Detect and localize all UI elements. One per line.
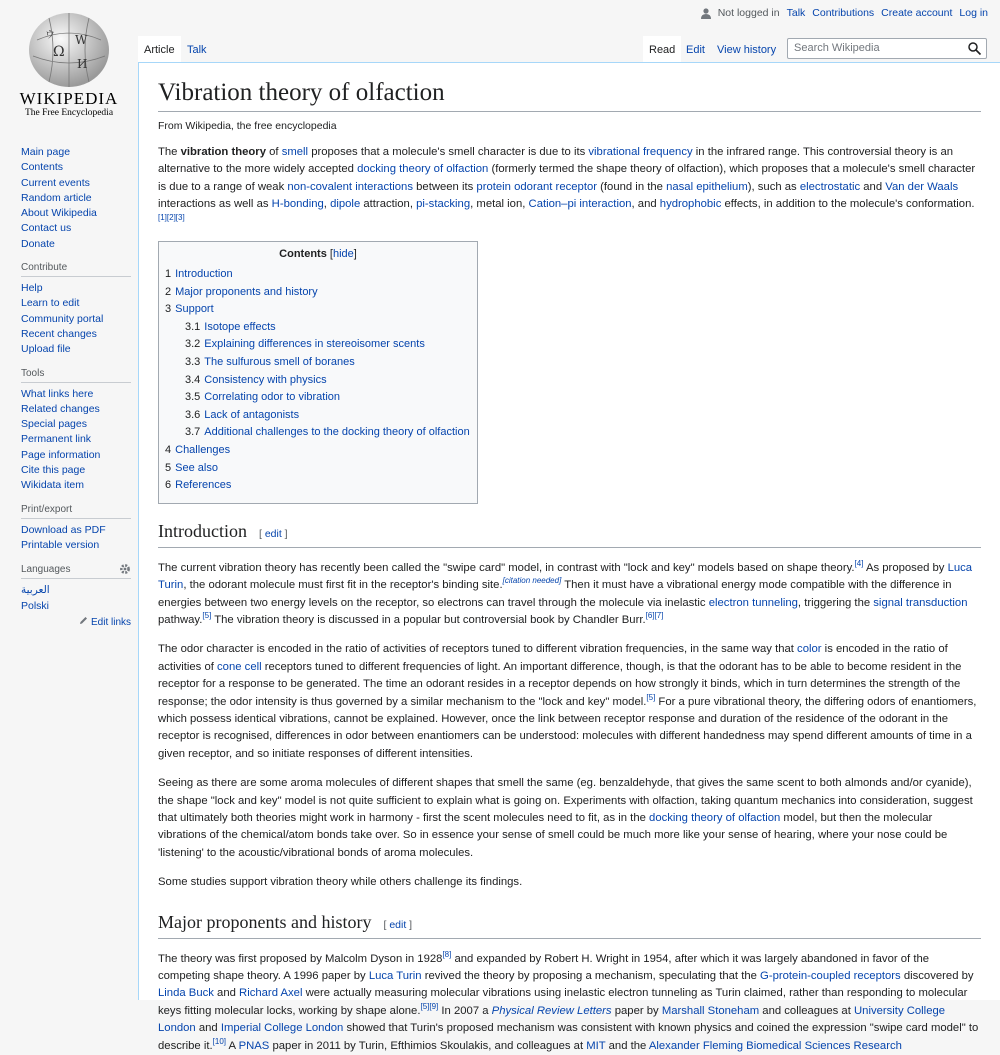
intro-paragraph-4: Some studies support vibration theory while others challenge its findings. xyxy=(158,876,523,889)
svg-text:ウ: ウ xyxy=(45,30,55,41)
toc-item[interactable]: 3.2 Explaining differences in stereoisomer scents xyxy=(185,338,425,351)
contribute-heading: Contribute xyxy=(21,262,131,277)
sidebar-item-donate[interactable]: Donate xyxy=(21,237,55,250)
citation-ref[interactable]: [4] xyxy=(854,558,864,568)
section-heading-major-proponents: Major proponents and history [ edit ] xyxy=(158,910,981,939)
sidebar-contribute xyxy=(21,262,131,357)
edit-section-link[interactable]: edit xyxy=(264,527,282,540)
sidebar-item-help[interactable]: Help xyxy=(21,282,43,295)
link-pnas[interactable]: PNAS xyxy=(238,1039,270,1052)
history-paragraph-1: The theory was first proposed by Malcolm Dyson in 1928[8] and expanded by Robert H. Wright in 1954, after which it was largely abandoned in favor of the competing shape theory. A 1996 paper by Luca Turin revived the theory by proposing a mechanism, speculating that the G-protein-coupled receptors discovered by Linda Buck and Richard Axel were actually measuring molecular vibrations using inelastic electron tunneling as Turin claimed, rather than responding to molecular keys fitting molecular locks, working by shape alone.[5][9] In 2007 a Physical Review Letters paper by Marshall Stoneham and colleagues at University College London and Imperial College London showed that Turin's proposed mechanism was consistent with known physics and coined the expression "swipe card model" to describe it.[10] A PNAS paper in 2011 by Turin, Efthimios Skoulakis, and colleagues at MIT and the Alexander Fleming Biomedical Sciences Research xyxy=(158,949,979,1052)
link-van-der-waals[interactable]: Van der Waals xyxy=(885,180,959,193)
sidebar-item-permanent-link[interactable]: Permanent link xyxy=(21,433,92,446)
tagline: The Free Encyclopedia xyxy=(24,108,114,118)
sidebar-item-download-pdf[interactable]: Download as PDF xyxy=(21,523,106,536)
link-physical-review-letters[interactable]: Physical Review Letters xyxy=(491,1004,612,1017)
user-icon xyxy=(701,8,711,19)
sidebar-item-recent-changes[interactable]: Recent changes xyxy=(21,327,97,340)
intro-paragraph-1: The current vibration theory has recently been called the "swipe card" model, in contrast with "lock and key" models based on shape theory.[4] As proposed by Luca Turin, the odorant molecule must first fit in the receptor's binding site.[citation needed] Then it must have a vibrational energy mode compatible with the difference in energies between two energy levels on the receptor, so electrons can travel through the molecule via inelastic electron tunneling, triggering the signal transduction pathway.[5] The vibration theory is discussed in a popular but controversial book by Chandler Burr.[6][7] xyxy=(158,558,973,626)
sidebar-item-special-pages[interactable]: Special pages xyxy=(21,418,87,431)
wikipedia-logo[interactable] xyxy=(0,0,138,130)
sidebar-item-current-events[interactable]: Current events xyxy=(21,176,90,189)
citation-ref[interactable]: [5] xyxy=(646,692,656,702)
search-icon[interactable] xyxy=(968,42,981,55)
toc-item[interactable]: 1 Introduction xyxy=(165,268,233,281)
link-docking-theory[interactable]: docking theory of olfaction xyxy=(357,163,489,176)
languages-heading: Languages xyxy=(21,563,131,579)
tab-talk[interactable]: Talk xyxy=(187,44,207,56)
sidebar-item-contact[interactable]: Contact us xyxy=(21,222,72,235)
link-vibrational-frequency[interactable]: vibrational frequency xyxy=(588,146,693,158)
main-content xyxy=(138,62,1000,1052)
contributions-link[interactable]: Contributions xyxy=(812,7,875,19)
sidebar-tools xyxy=(21,368,131,494)
link-h-bonding[interactable]: H-bonding xyxy=(271,198,324,211)
link-luca-turin[interactable]: Luca Turin xyxy=(158,561,973,592)
toc-item[interactable]: 5 See also xyxy=(165,461,218,474)
toc-item[interactable]: 3.4 Consistency with physics xyxy=(185,373,327,386)
link-smell[interactable]: smell xyxy=(281,146,309,158)
citation-ref[interactable]: [5] xyxy=(202,611,212,621)
sidebar-item-printable-version[interactable]: Printable version xyxy=(21,538,100,551)
sidebar-print xyxy=(21,504,131,554)
lead-paragraph: The vibration theory of smell proposes that a molecule's smell character is due to its vibrational frequency in the infrared range. This controversial theory is an alternative to the more widely accepted docking theory of olfaction (formerly termed the shape theory of olfaction), which proposes that a molecule's smell character is due to a range of weak non-covalent interactions between its protein odorant receptor (found in the nasal epithelium), such as electrostatic and Van der Waals interactions as well as H-bonding, dipole attraction, pi-stacking, metal ion, Cation–pi interaction, and hydrophobic effects, in addition to the molecule's conformation.[1][2][3] xyxy=(158,146,976,222)
sidebar-item-wikidata-item[interactable]: Wikidata item xyxy=(21,479,85,492)
log-in-link[interactable]: Log in xyxy=(959,7,988,19)
svg-text:W: W xyxy=(75,33,88,47)
toc-item[interactable]: 3 Support xyxy=(165,303,214,316)
toc-item[interactable]: 6 References xyxy=(165,479,232,492)
link-color[interactable]: color xyxy=(797,643,822,656)
sidebar-item-learn-to-edit[interactable]: Learn to edit xyxy=(21,297,80,310)
link-cone-cell[interactable]: cone cell xyxy=(217,660,262,673)
link-ucl[interactable]: University College London xyxy=(158,1004,946,1035)
toc-item[interactable]: 3.7 Additional challenges to the docking theory of olfaction xyxy=(185,426,470,439)
search-input[interactable]: Search Wikipedia xyxy=(787,38,987,59)
sidebar-item-community-portal[interactable]: Community portal xyxy=(21,312,104,325)
link-nasal-epithelium[interactable]: nasal epithelium xyxy=(666,180,748,193)
toc-item[interactable]: 3.1 Isotope effects xyxy=(185,320,276,333)
citation-ref[interactable]: [6][7] xyxy=(645,611,664,621)
link-non-covalent[interactable]: non-covalent interactions xyxy=(287,180,413,193)
site-sub: From Wikipedia, the free encyclopedia xyxy=(158,120,337,132)
link-alexander-fleming[interactable]: Alexander Fleming Biomedical Sciences Research xyxy=(648,1039,902,1052)
wordmark: WIKIPEDIA xyxy=(19,89,119,108)
link-protein-odorant-receptor[interactable]: protein odorant receptor xyxy=(476,180,597,193)
intro-paragraph-2: The odor character is encoded in the ratio of activities of receptors tuned to different vibration frequencies, in the same way that color is encoded in the ratio of activities of cone cell receptors tuned to different frequencies of light. An important difference, though, is that the odorant has to be able to become resident in the receptor for a response to be generated. The time an odorant resides in a receptor depends on how strongly it binds, which in turn determines the strength of the response; the odor intensity is thus governed by a similar mechanism to the "lock and key" model.[5] For a pure vibrational theory, the differing odors of enantiomers, which possess identical vibrations, cannot be explained. However, once the link between receptor response and duration of the residence of the odorant in the receptor is recognised, differences in odor between enantiomers can be understood: molecules with different handedness may spend different amounts of time in a given receptor, and so initiate responses of different intensities. xyxy=(158,643,977,760)
toc-item[interactable]: 3.5 Correlating odor to vibration xyxy=(185,391,341,404)
toc-item[interactable]: 4 Challenges xyxy=(165,443,231,456)
edit-links[interactable]: Edit links xyxy=(21,616,131,628)
sidebar-item-random-article[interactable]: Random article xyxy=(21,191,92,204)
pencil-icon xyxy=(79,616,88,625)
page-title: Vibration theory of olfaction xyxy=(158,77,981,112)
link-dipole[interactable]: dipole xyxy=(330,198,361,211)
sidebar-item-related-changes[interactable]: Related changes xyxy=(21,402,100,415)
link-pi-stacking[interactable]: pi-stacking xyxy=(416,198,471,211)
tab-view-history[interactable]: View history xyxy=(717,44,777,56)
link-mit[interactable]: MIT xyxy=(586,1039,606,1052)
link-electron-tunneling[interactable]: electron tunneling xyxy=(708,596,798,609)
sidebar-item-cite-this-page[interactable]: Cite this page xyxy=(21,464,86,477)
citation-ref[interactable]: [8] xyxy=(442,949,452,959)
personal-tools xyxy=(701,7,988,19)
link-linda-buck[interactable]: Linda Buck xyxy=(158,987,214,1000)
globe-logo-icon xyxy=(27,12,111,88)
tab-article[interactable]: Article xyxy=(138,36,181,62)
sidebar-navigation xyxy=(21,145,131,252)
sidebar-item-lang-arabic[interactable]: العربية xyxy=(21,584,50,597)
link-electrostatic[interactable]: electrostatic xyxy=(799,180,861,193)
print-heading: Print/export xyxy=(21,504,131,519)
citation-needed[interactable]: [citation needed] xyxy=(502,576,562,586)
sidebar-item-contents[interactable]: Contents xyxy=(21,161,64,174)
link-marshall-stoneham[interactable]: Marshall Stoneham xyxy=(661,1004,760,1017)
link-imperial[interactable]: Imperial College London xyxy=(220,1022,344,1035)
not-logged-in: Not logged in xyxy=(717,7,780,19)
sidebar xyxy=(21,145,131,638)
svg-text:И: И xyxy=(77,57,88,71)
create-account-link[interactable]: Create account xyxy=(881,7,953,19)
sidebar-item-upload-file[interactable]: Upload file xyxy=(21,343,71,356)
tab-read[interactable]: Read xyxy=(643,36,681,62)
svg-text:Ω: Ω xyxy=(53,44,65,60)
sidebar-item-about[interactable]: About Wikipedia xyxy=(21,207,97,220)
citation-ref[interactable]: [5][9] xyxy=(420,1002,439,1012)
talk-link[interactable]: Talk xyxy=(786,7,806,19)
tab-edit[interactable]: Edit xyxy=(686,44,705,56)
link-richard-axel[interactable]: Richard Axel xyxy=(239,987,303,1000)
section-heading-introduction: Introduction [ edit ] xyxy=(158,519,981,548)
intro-paragraph-3: Seeing as there are some aroma molecules of different shapes that smell the same (eg. benzaldehyde, that gives the same scent to both almonds and/or cyanide), the shape "lock and key" model is not quite sufficient to explain what is going on. Experiments with olfaction, taking quantum mechanics into consideration, suggest that ultimately both theories might work in harmony - first the scent molecules need to fit, as in the docking theory of olfaction model, but then the molecular vibrations of the chemical/atom bonds take over. So in essence your sense of smell could be much more like your sense of hearing, where your nose could be 'listening' to the acoustic/vibrational bonds of aroma molecules. xyxy=(158,777,973,859)
sidebar-item-what-links-here[interactable]: What links here xyxy=(21,387,94,400)
tools-heading: Tools xyxy=(21,368,131,383)
toc-item[interactable]: 2 Major proponents and history xyxy=(165,285,318,298)
toc-item[interactable]: 3.6 Lack of antagonists xyxy=(185,408,300,421)
edit-section-link[interactable]: edit xyxy=(389,918,407,931)
citation-ref[interactable]: [1][2][3] xyxy=(158,212,185,222)
sidebar-item-page-information[interactable]: Page information xyxy=(21,448,101,461)
link-cation-pi[interactable]: Cation–pi interaction xyxy=(528,198,632,211)
sidebar-item-main-page[interactable]: Main page xyxy=(21,146,71,158)
toc-title: Contents xyxy=(279,248,327,261)
sidebar-item-lang-polski[interactable]: Polski xyxy=(21,599,50,612)
toc-item[interactable]: 3.3 The sulfurous smell of boranes xyxy=(185,356,355,368)
link-hydrophobic[interactable]: hydrophobic xyxy=(659,198,722,211)
link-gpcr[interactable]: G-protein-coupled receptors xyxy=(760,970,901,983)
citation-ref[interactable]: [10] xyxy=(212,1036,226,1046)
link-docking-theory-2[interactable]: docking theory of olfaction xyxy=(649,812,781,825)
gear-icon[interactable] xyxy=(119,563,131,575)
toc-hide-toggle[interactable]: hide xyxy=(332,248,354,261)
sidebar-languages xyxy=(21,563,131,628)
link-luca-turin-2[interactable]: Luca Turin xyxy=(368,970,422,983)
link-signal-transduction[interactable]: signal transduction xyxy=(873,596,968,609)
table-of-contents: Contents [hide] 1 Introduction 2 Major proponents and history 3 Support 3.1 Isotope effects 3.2 Explaining differences in stereoisomer scents 3.3 The sulfurous smell of boranes 3.4 Consistency with physics 3.5 Correlating odor to vibration 3.6 Lack of antagonists 3.7 Additional challenges to the docking theory of olfaction 4 Challenges 5 See also 6 References xyxy=(158,241,478,504)
